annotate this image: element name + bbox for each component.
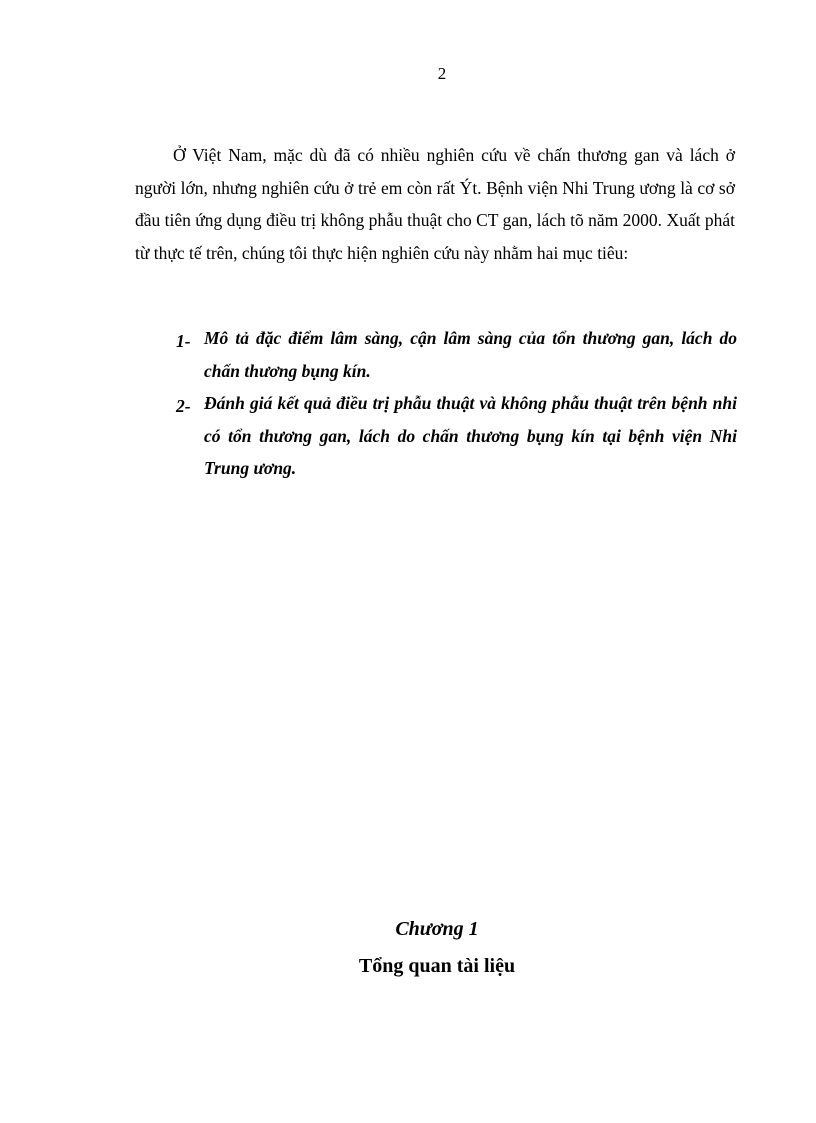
objective-text: Đánh giá kết quả điều trị phẫu thuật và không phẫu thuật trên bệnh nhi có tổn thương gan, lách do chấn thương bụng kín tại bệnh viện Nhi Trung ương. [204, 393, 737, 478]
objective-text: Mô tả đặc điểm lâm sàng, cận lâm sàng của tổn thương gan, lách do chấn thương bụng kín. [204, 328, 737, 381]
objectives-list [170, 322, 737, 485]
objective-item [170, 387, 737, 485]
chapter-title: Tổng quan tài liệu [358, 955, 516, 977]
chapter-label: Chương 1 [395, 918, 479, 940]
objective-number: 1- [176, 331, 191, 351]
page-number: 2 [437, 64, 447, 83]
objective-number: 2- [176, 396, 191, 416]
objective-item [170, 322, 737, 387]
intro-paragraph: Ở Việt Nam, mặc dù đã có nhiều nghiên cứu về chấn thương gan và lách ở người lớn, nhưng nghiên cứu ở trẻ em còn rất Ýt. Bệnh viện Nhi Trung ương là cơ sở đầu tiên ứng dụng điều trị không phẫu thuật cho CT gan, lách tõ năm 2000. Xuất phát từ thực tế trên, chúng tôi thực hiện nghiên cứu này nhằm hai mục tiêu: [135, 145, 735, 263]
